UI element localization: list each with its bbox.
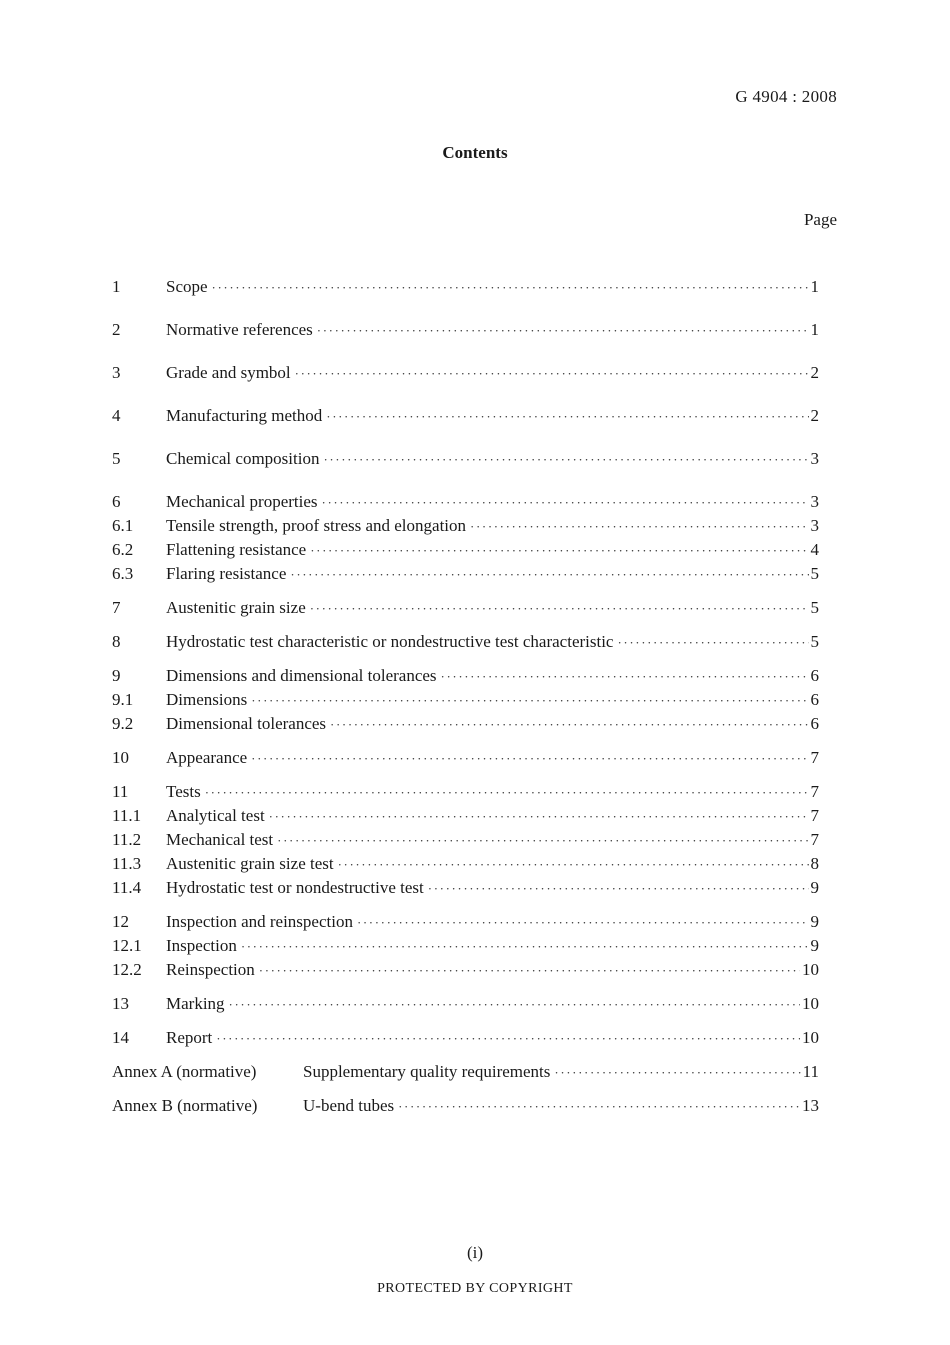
toc-entry-number: 12.1 (112, 936, 142, 955)
toc-entry-number: 9.1 (112, 690, 134, 709)
toc-entry-title: Inspection (166, 936, 237, 955)
toc-entry-number: 6.3 (112, 564, 134, 583)
dot-leader (290, 563, 808, 587)
toc-entry[interactable] (112, 275, 819, 299)
toc-entry-page: 9 (810, 912, 819, 931)
dot-leader (428, 877, 809, 901)
toc-entry-page: 5 (810, 564, 819, 583)
toc-annex-label: Annex A (normative) (112, 1062, 257, 1081)
toc-entry[interactable] (112, 780, 819, 804)
toc-entry[interactable] (112, 361, 819, 385)
dot-leader (241, 935, 809, 959)
toc-entry-page: 6 (810, 714, 819, 733)
toc-entry-page: 4 (810, 540, 819, 559)
toc-entry[interactable] (112, 1060, 819, 1084)
toc-entry-title: Report (166, 1028, 213, 1047)
dot-leader (251, 689, 808, 713)
toc-entry-number: 5 (112, 449, 121, 468)
toc-entry[interactable] (112, 992, 819, 1016)
dot-leader (323, 448, 808, 472)
toc-entry-number: 4 (112, 406, 121, 425)
toc-entry-page: 10 (802, 960, 819, 979)
toc-entry-page: 3 (810, 492, 819, 511)
toc-entry-page: 6 (810, 690, 819, 709)
toc-entry-page: 10 (802, 1028, 819, 1047)
toc-entry-page: 11 (802, 1062, 819, 1081)
toc-entry-number: 7 (112, 598, 121, 617)
toc-entry[interactable] (112, 447, 819, 471)
dot-leader (269, 805, 809, 829)
dot-leader (398, 1095, 800, 1119)
dot-leader (470, 515, 808, 539)
toc-entry-number: 3 (112, 363, 121, 382)
toc-entry-number: 11 (112, 782, 129, 801)
toc-entry[interactable] (112, 688, 819, 712)
toc-entry-page: 9 (810, 936, 819, 955)
dot-leader (277, 829, 808, 853)
toc-annex-label: Annex B (normative) (112, 1096, 258, 1115)
toc-entry-page: 2 (810, 406, 819, 425)
toc-entry-title: Chemical composition (166, 449, 320, 468)
dot-leader (330, 713, 808, 737)
toc-entry-page: 3 (810, 449, 819, 468)
toc-entry[interactable] (112, 1094, 819, 1118)
toc-entry[interactable] (112, 746, 819, 770)
toc-entry-number: 11.2 (112, 830, 142, 849)
toc-entry-title: U-bend tubes (303, 1096, 395, 1115)
toc-entry-page: 13 (802, 1096, 819, 1115)
toc-entry[interactable] (112, 318, 819, 342)
toc-entry-number: 9 (112, 666, 121, 685)
toc-entry[interactable] (112, 404, 819, 428)
toc-entry[interactable] (112, 876, 819, 900)
toc-entry-title: Grade and symbol (166, 363, 291, 382)
toc-entry-page: 2 (810, 363, 819, 382)
toc-entry-number: 8 (112, 632, 121, 651)
dot-leader (338, 853, 809, 877)
dot-leader (212, 276, 809, 300)
toc-entry[interactable] (112, 1026, 819, 1050)
toc-entry[interactable] (112, 664, 819, 688)
toc-entry-page: 7 (810, 748, 819, 767)
toc-entry[interactable] (112, 958, 819, 982)
toc-entry-title: Hydrostatic test or nondestructive test (166, 878, 424, 897)
toc-entry-number: 2 (112, 320, 121, 339)
toc-entry[interactable] (112, 712, 819, 736)
toc-entry-title: Analytical test (166, 806, 265, 825)
toc-entry-title: Tensile strength, proof stress and elongation (166, 516, 467, 535)
toc-entry-title: Dimensional tolerances (166, 714, 327, 733)
dot-leader (554, 1061, 800, 1085)
toc-entry-page: 5 (810, 632, 819, 651)
toc-entry[interactable] (112, 804, 819, 828)
toc-entry-title: Dimensions (166, 690, 248, 709)
toc-entry[interactable] (112, 538, 819, 562)
toc-entry-title: Scope (166, 277, 208, 296)
toc-entry-number: 9.2 (112, 714, 134, 733)
toc-entry-page: 8 (810, 854, 819, 873)
toc-entry-title: Supplementary quality requirements (303, 1062, 551, 1081)
dot-leader (357, 911, 809, 935)
toc-entry-number: 6 (112, 492, 121, 511)
toc-entry-page: 7 (810, 782, 819, 801)
toc-entry-title: Mechanical test (166, 830, 274, 849)
toc-entry[interactable] (112, 596, 819, 620)
toc-entry[interactable] (112, 852, 819, 876)
footer-page-number: (i) (466, 1243, 484, 1262)
standard-id: G 4904 : 2008 (735, 87, 837, 106)
dot-leader (310, 597, 809, 621)
toc-entry-title: Austenitic grain size (166, 598, 306, 617)
toc-entry[interactable] (112, 490, 819, 514)
toc-entry-number: 11.1 (112, 806, 142, 825)
toc-entry-number: 6.2 (112, 540, 134, 559)
toc-entry-number: 11.4 (112, 878, 142, 897)
toc-entry-number: 10 (112, 748, 129, 767)
toc-entry-page: 10 (802, 994, 819, 1013)
toc-entry[interactable] (112, 910, 819, 934)
toc-entry-page: 6 (810, 666, 819, 685)
toc-entry-page: 3 (810, 516, 819, 535)
toc-entry-title: Reinspection (166, 960, 255, 979)
copyright-notice: PROTECTED BY COPYRIGHT (377, 1281, 573, 1296)
toc-entry-number: 13 (112, 994, 129, 1013)
toc-entry-number: 12.2 (112, 960, 142, 979)
dot-leader (322, 491, 809, 515)
toc-entry[interactable] (112, 828, 819, 852)
toc-entry-number: 14 (112, 1028, 129, 1047)
toc-entry[interactable] (112, 562, 819, 586)
dot-leader (205, 781, 809, 805)
toc-entry-title: Tests (166, 782, 201, 801)
toc-entry-title: Dimensions and dimensional tolerances (166, 666, 437, 685)
dot-leader (259, 959, 800, 983)
page-title: Contents (442, 143, 508, 162)
table-of-contents (112, 275, 819, 1118)
dot-leader (617, 631, 808, 655)
toc-entry-title: Marking (166, 994, 225, 1013)
toc-entry-title: Normative references (166, 320, 313, 339)
toc-entry-number: 6.1 (112, 516, 134, 535)
toc-entry-number: 12 (112, 912, 129, 931)
dot-leader (441, 665, 809, 689)
dot-leader (216, 1027, 800, 1051)
toc-entry[interactable] (112, 630, 819, 654)
toc-entry-title: Austenitic grain size test (166, 854, 334, 873)
toc-entry-title: Hydrostatic test characteristic or nondestructive test characteristic (166, 632, 614, 651)
toc-entry-page: 9 (810, 878, 819, 897)
dot-leader (310, 539, 808, 563)
dot-leader (229, 993, 800, 1017)
toc-entry-title: Manufacturing method (166, 406, 323, 425)
dot-leader (295, 362, 809, 386)
toc-entry-page: 7 (810, 806, 819, 825)
toc-entry-page: 5 (810, 598, 819, 617)
toc-entry[interactable] (112, 514, 819, 538)
dot-leader (251, 747, 808, 771)
toc-entry[interactable] (112, 934, 819, 958)
toc-entry-number: 11.3 (112, 854, 142, 873)
page-column-header: Page (803, 210, 837, 229)
toc-entry-page: 7 (810, 830, 819, 849)
toc-entry-page: 1 (810, 277, 819, 296)
toc-entry-page: 1 (810, 320, 819, 339)
toc-entry-title: Mechanical properties (166, 492, 318, 511)
toc-entry-title: Appearance (166, 748, 248, 767)
toc-entry-number: 1 (112, 277, 121, 296)
dot-leader (326, 405, 808, 429)
dot-leader (317, 319, 809, 343)
toc-entry-title: Flaring resistance (166, 564, 287, 583)
toc-entry-title: Inspection and reinspection (166, 912, 353, 931)
toc-entry-title: Flattening resistance (166, 540, 307, 559)
